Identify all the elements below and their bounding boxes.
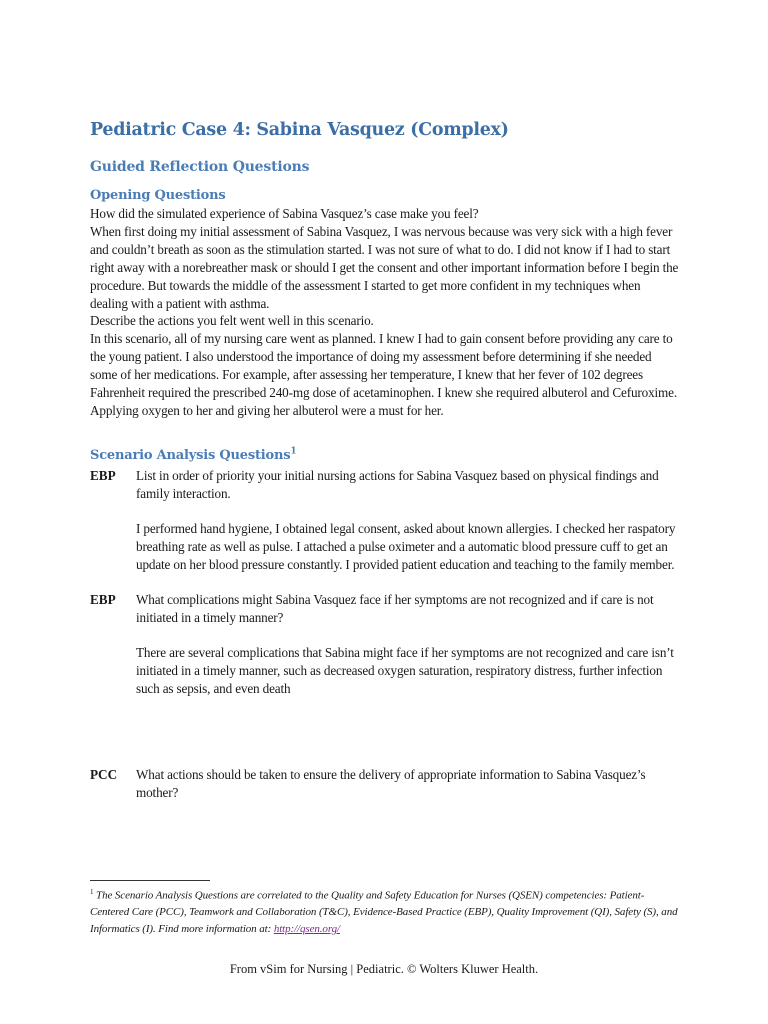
question-tag: EBP bbox=[90, 467, 116, 483]
question-text: What complications might Sabina Vasquez face if her symptoms are not recognized and if care is not initiated in a timely manner? bbox=[136, 592, 654, 626]
footnote-divider bbox=[90, 880, 210, 881]
opening-question-1: How did the simulated experience of Sabina Vasquez’s case make you feel? bbox=[90, 206, 479, 221]
opening-answer-2: In this scenario, all of my nursing care went as planned. I knew I had to gain consent before providing any care to the young patient. I also understood the importance of doing my assessment before determining if she needed some of her medications. For example, after assessing her temperature, I knew that her fever of 102 degrees Fahrenheit required the prescribed 240-mg dose of acetaminophen. I knew she required albuterol and Cefuroxime. Applying oxygen to her and giving her albuterol were a must for her. bbox=[90, 331, 677, 418]
opening-section bbox=[90, 187, 680, 420]
opening-question-2: Describe the actions you felt went well in this scenario. bbox=[90, 313, 374, 329]
footnote bbox=[90, 884, 680, 937]
page-footer: From vSim for Nursing | Pediatric. © Wolters Kluwer Health. bbox=[229, 962, 539, 976]
question-block-1 bbox=[90, 467, 680, 574]
question-text: What actions should be taken to ensure the delivery of appropriate information to Sabina Vasquez’s mother? bbox=[136, 766, 646, 800]
footnote-marker: 1 bbox=[290, 446, 297, 457]
qsen-link[interactable]: http://qsen.org/ bbox=[273, 922, 340, 935]
scenario-section bbox=[90, 447, 680, 802]
question-tag: EBP bbox=[90, 592, 116, 608]
page-title: Pediatric Case 4: Sabina Vasquez (Complex) bbox=[90, 120, 509, 140]
question-tag: PCC bbox=[90, 766, 118, 782]
answer-text: There are several complications that Sabina might face if her symptoms are not recognized and care isn’t initiated in a timely manner, such as decreased oxygen saturation, respiratory distress, further infection such as sepsis, and even death bbox=[136, 645, 674, 697]
footnote-number: 1 bbox=[90, 888, 94, 896]
footnote-text: The Scenario Analysis Questions are correlated to the Quality and Safety Education for Nurses (QSEN) competencies: Patient-Centered Care (PCC), Teamwork and Collaboration (T&C), Evidence-Based Practice (EBP), Quality Improvement (QI), Safety (S), and Informatics (I). Find more information at: bbox=[90, 889, 678, 935]
opening-heading: Opening Questions bbox=[90, 188, 226, 203]
page-subtitle: Guided Reflection Questions bbox=[90, 159, 310, 175]
scenario-heading: Scenario Analysis Questions$^1$ bbox=[90, 446, 297, 463]
question-text: List in order of priority your initial nursing actions for Sabina Vasquez based on physical findings and family interaction. bbox=[136, 467, 659, 501]
opening-answer-1: When first doing my initial assessment of Sabina Vasquez, I was nervous because was very sick with a high fever and couldn’t breath as soon as the stimulation started. I was not sure of what to do. I did not know if I had to start right away with a norebreather mask or should I get the consent and other important information before I begin the procedure. But towards the middle of the assessment I started to get more confident in my techniques when dealing with a patient with asthma. bbox=[90, 223, 679, 311]
answer-text: I performed hand hygiene, I obtained legal consent, asked about known allergies. I checked her raspatory breathing rate as well as pulse. I attached a pulse oximeter and a automatic blood pressure cuff to get an update on her blood pressure constantly. I provided patient education and teaching to the family member. bbox=[136, 520, 676, 572]
question-block-2 bbox=[90, 591, 680, 698]
question-block-3 bbox=[90, 766, 680, 802]
document-page bbox=[90, 118, 680, 802]
